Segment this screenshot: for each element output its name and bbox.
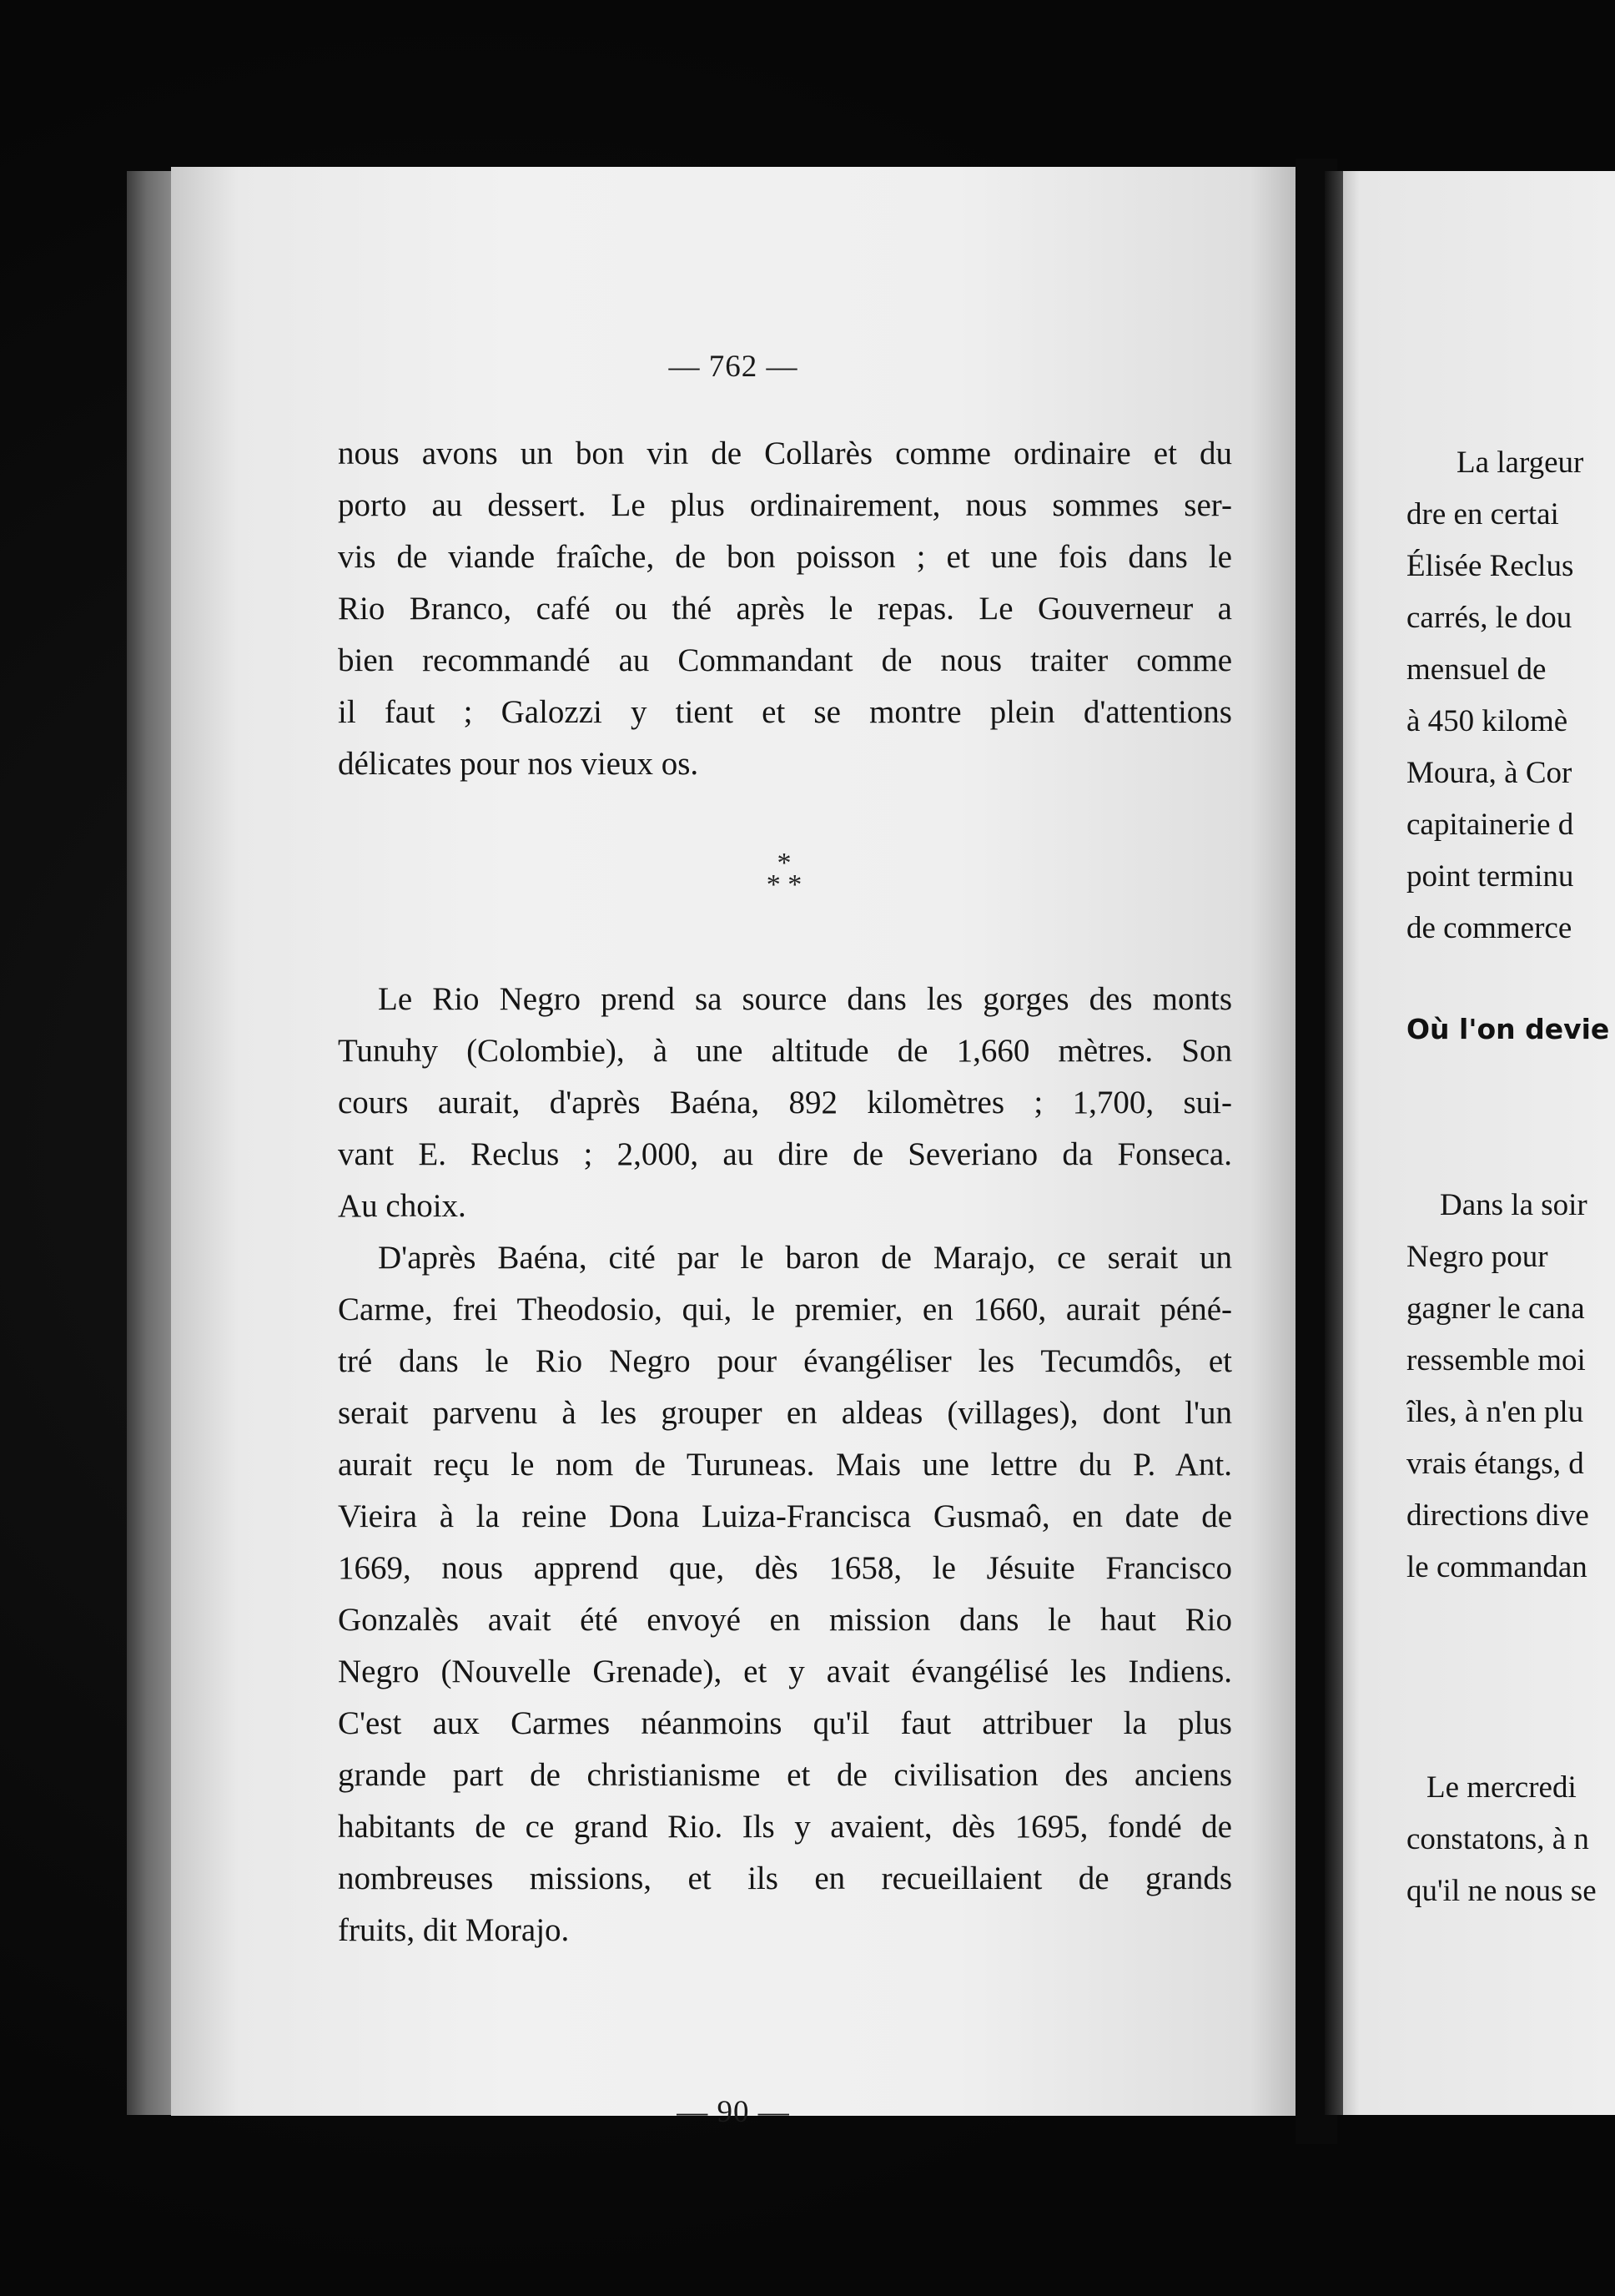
text-line: Le mercredi (1426, 1770, 1577, 1805)
text-line: porto au dessert. Le plus ordinairement, nous sommes ser- (338, 487, 1232, 523)
text-line: serait parvenu à les grouper en aldeas (villages), dont l'un (338, 1395, 1232, 1431)
right-page-block-1 (1406, 437, 1615, 954)
text-line: fruits, dit Morajo. (338, 1912, 570, 1948)
text-line: 1669, nous apprend que, dès 1658, le Jésuite Francisco (338, 1550, 1232, 1586)
text-line: capitainerie d (1406, 808, 1574, 842)
page-footer-number: — 90 — (677, 2095, 790, 2129)
asterism-bottom: * * (766, 869, 802, 900)
text-line: Moura, à Cor (1406, 756, 1572, 790)
text-line: cours aurait, d'après Baéna, 892 kilomètres ; 1,700, sui- (338, 1085, 1232, 1120)
text-line: Negro (Nouvelle Grenade), et y avait évangélisé les Indiens. (338, 1654, 1232, 1689)
text-line: îles, à n'en plu (1406, 1395, 1584, 1429)
left-page-edge (127, 171, 177, 2115)
text-line: nombreuses missions, et ils en recueillaient de grands (338, 1860, 1232, 1896)
text-line: Au choix. (338, 1188, 466, 1224)
text-line: dre en certai (1406, 497, 1559, 531)
text-line: Le Rio Negro prend sa source dans les gorges des monts (378, 981, 1232, 1017)
text-line: Vieira à la reine Dona Luiza-Francisca Gusmaô, en date de (338, 1498, 1232, 1534)
text-line: vis de viande fraîche, de bon poisson ; et une fois dans le (338, 539, 1232, 575)
text-line: D'après Baéna, cité par le baron de Marajo, ce serait un (378, 1240, 1232, 1276)
asterism-top: * (777, 848, 792, 879)
text-line: constatons, à n (1406, 1822, 1589, 1856)
text-line: Gonzalès avait été envoyé en mission dans le haut Rio (338, 1602, 1232, 1638)
text-line: de commerce (1406, 911, 1572, 945)
text-line: bien recommandé au Commandant de nous traiter comme (338, 642, 1232, 678)
paragraph-1 (338, 428, 1232, 790)
text-line: nous avons un bon vin de Collarès comme ordinaire et du (338, 436, 1232, 471)
text-line: directions dive (1406, 1498, 1589, 1533)
text-line: Dans la soir (1440, 1188, 1587, 1222)
text-line: aurait reçu le nom de Turuneas. Mais une lettre du P. Ant. (338, 1447, 1232, 1483)
text-line: le commandan (1406, 1550, 1587, 1584)
text-line: il faut ; Galozzi y tient et se montre plein d'attentions (338, 694, 1232, 730)
right-page-section-heading: Où l'on devie (1406, 1013, 1610, 1045)
text-line: gagner le cana (1406, 1292, 1585, 1326)
text-line: grande part de christianisme et de civilisation des anciens (338, 1757, 1232, 1793)
text-line: Carme, frei Theodosio, qui, le premier, en 1660, aurait péné- (338, 1292, 1232, 1327)
text-line: vrais étangs, d (1406, 1447, 1584, 1481)
text-line: tré dans le Rio Negro pour évangéliser les Tecumdôs, et (338, 1343, 1232, 1379)
right-page-block-3 (1406, 1762, 1615, 1917)
text-line: habitants de ce grand Rio. Ils y avaient, dès 1695, fondé de (338, 1809, 1232, 1845)
text-line: Tunuhy (Colombie), à une altitude de 1,660 mètres. Son (338, 1033, 1232, 1069)
text-line: mensuel de (1406, 652, 1547, 687)
text-line: carrés, le dou (1406, 601, 1572, 635)
section-asterism (734, 848, 834, 919)
text-line: Élisée Reclus (1406, 549, 1574, 583)
text-line: qu'il ne nous se (1406, 1874, 1597, 1908)
text-line: vant E. Reclus ; 2,000, au dire de Severiano da Fonseca. (338, 1136, 1232, 1172)
right-page-block-2 (1406, 1180, 1615, 1594)
right-page-edge (1325, 171, 1343, 2115)
text-line: Rio Branco, café ou thé après le repas. Le Gouverneur a (338, 591, 1232, 627)
text-line: point terminu (1406, 859, 1574, 894)
text-line: ressemble moi (1406, 1343, 1586, 1377)
text-line: C'est aux Carmes néanmoins qu'il faut attribuer la plus (338, 1705, 1232, 1741)
paragraph-2-and-3 (338, 974, 1232, 1956)
text-line: Negro pour (1406, 1240, 1548, 1274)
text-line: La largeur (1457, 446, 1584, 480)
page-header-number: — 762 — (668, 350, 798, 384)
text-line: délicates pour nos vieux os. (338, 746, 699, 782)
text-line: à 450 kilomè (1406, 704, 1568, 738)
